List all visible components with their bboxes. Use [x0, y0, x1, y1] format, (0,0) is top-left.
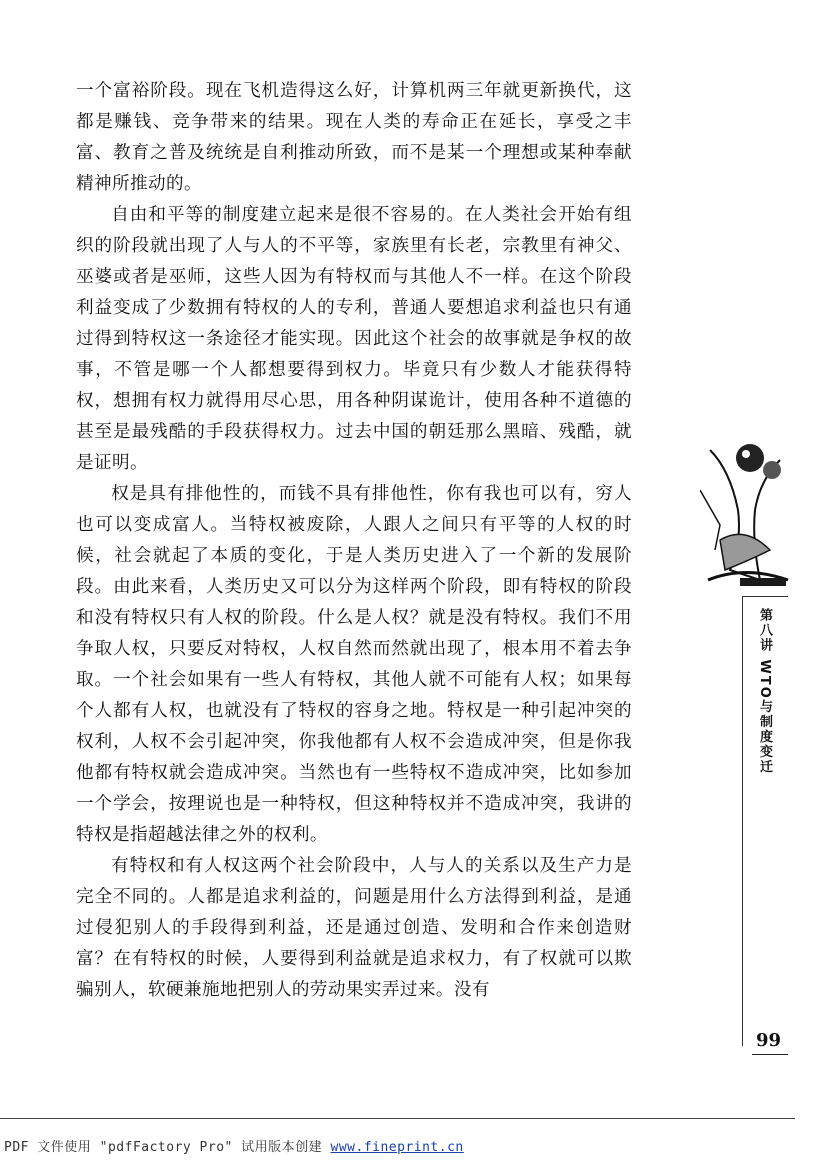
- chapter-label: 第八讲 WTO与制度变迁: [757, 608, 772, 775]
- paragraph-4: 有特权和有人权这两个社会阶段中，人与人的关系以及生产力是完全不同的。人都是追求利益的，问题是用什么方法得到利益，是通过侵犯别人的手段得到利益，还是通过创造、发明和合作来创造财富？在有特权的时候，人要得到利益就是追求权力，有了权就可以欺骗别人，软硬兼施地把别人的劳动果实弄过来。没有: [76, 856, 632, 1000]
- paragraph-3: 权是具有排他性的，而钱不具有排他性，你有我也可以有，穷人也可以变成富人。当特权被废除，人跟人之间只有平等的人权的时候，社会就起了本质的变化，于是人类历史进入了一个新的发展阶段。由此来看，人类历史又可以分为这样两个阶段，即有特权的阶段和没有特权只有人权的阶段。什么是人权？就是没有特权。我们不用争取人权，只要反对特权，人权自然而然就出现了，根本用不着去争取。一个社会如果有一些人有特权，其他人就不可能有人权；如果每个人都有人权，也就没有了特权的容身之地。特权是一种引起冲突的权利，人权不会引起冲突，你我他都有人权不会造成冲突，但是你我他都有特权就会造成冲突。当然也有一些特权不造成冲突，比如参加一个学会，按理说也是一种特权，但这种特权并不造成冲突，我讲的特权是指超越法律之外的权利。: [76, 484, 632, 845]
- page-number: 99: [756, 1030, 782, 1051]
- side-bar: [740, 578, 786, 586]
- footer-text: PDF 文件使用 "pdfFactory Pro" 试用版本创建: [4, 1140, 331, 1155]
- decorative-ornament-icon: [700, 430, 790, 600]
- paragraph-1: 一个富裕阶段。现在飞机造得这么好，计算机两三年就更新换代，这都是赚钱、竞争带来的结果。现在人类的寿命正在延长，享受之丰富、教育之普及统统是自利推动所致，而不是某一个理想或某种奉献精神所推动的。: [76, 81, 632, 194]
- side-rule-top: [742, 596, 788, 597]
- footer-rule: [0, 1118, 795, 1119]
- footer: [4, 1136, 464, 1155]
- side-rule: [742, 596, 743, 1046]
- page-number-rule: [752, 1054, 788, 1055]
- footer-link[interactable]: www.fineprint.cn: [330, 1140, 464, 1155]
- paragraph-2: 自由和平等的制度建立起来是很不容易的。在人类社会开始有组织的阶段就出现了人与人的不平等，家族里有长老，宗教里有神父、巫婆或者是巫师，这些人因为有特权而与其他人不一样。在这个阶段利益变成了少数拥有特权的人的专利，普通人要想追求利益也只有通过得到特权这一条途径才能实现。因此这个社会的故事就是争权的故事，不管是哪一个人都想要得到权力。毕竟只有少数人才能获得特权，想拥有权力就得用尽心思，用各种阴谋诡计，使用各种不道德的甚至是最残酷的手段获得权力。过去中国的朝廷那么黑暗、残酷，就是证明。: [76, 205, 632, 473]
- body-text: [76, 76, 632, 1006]
